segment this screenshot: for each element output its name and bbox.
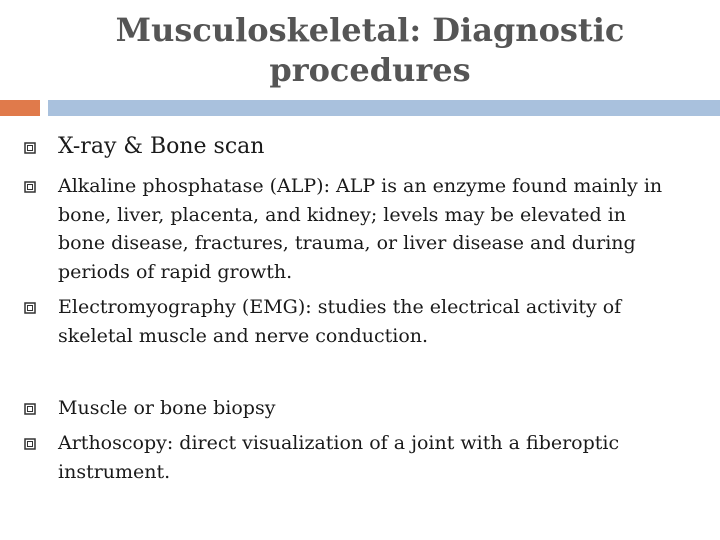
bullet-text: Muscle or bone biopsy (58, 397, 276, 419)
bullet-text: Arthoscopy: direct visualization of a joint with a fiberoptic instrument. (58, 432, 620, 483)
bullet-item (58, 132, 678, 162)
square-bullet-icon (24, 438, 36, 450)
bullet-item (58, 429, 678, 486)
bullet-item (58, 394, 678, 423)
bullet-text: X-ray & Bone scan (58, 134, 265, 159)
slide-title-line-1: Musculoskeletal: Diagnostic (115, 11, 625, 49)
square-bullet-icon (24, 403, 36, 415)
bullet-item (58, 293, 678, 350)
square-bullet-icon (24, 142, 36, 154)
bullet-text: Alkaline phosphatase (ALP): ALP is an enzyme found mainly in bone, liver, placenta, and kidney; levels may be elevated in bone disease, fractures, trauma, or liver disease and during periods of rapid growth. (58, 175, 663, 283)
bullet-item (58, 172, 678, 286)
square-bullet-icon (24, 302, 36, 314)
square-bullet-icon (24, 181, 36, 193)
bullet-text: Electromyography (EMG): studies the electrical activity of skeletal muscle and nerve conduction. (58, 296, 622, 347)
slide-title-line-2: procedures (269, 51, 471, 89)
